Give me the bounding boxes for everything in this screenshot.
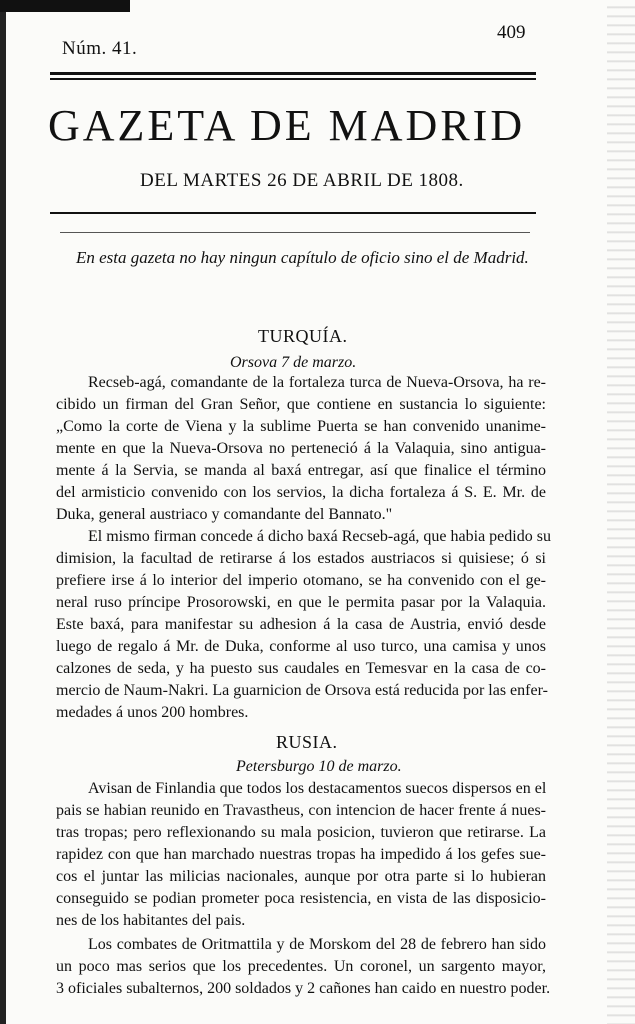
text-line: medades á unos 200 hombres. — [56, 704, 249, 721]
dateline-orsova: Orsova 7 de marzo. — [230, 354, 357, 371]
text-line: El mismo firman concede á dicho baxá Recseb-agá, que habia pedido su — [88, 528, 551, 545]
text-line: Este baxá, para manifestar su adhesion á la casa de Austria, envió desde — [56, 616, 546, 633]
text-line: mercio de Naum-Nakri. La guarnicion de Orsova está reducida por las enfer- — [56, 682, 548, 699]
text-line: mente á la Servia, se manda al baxá entregar, así que finalice el término — [56, 462, 546, 479]
header-rule-bottom — [50, 78, 536, 80]
header-rule-top — [50, 72, 536, 75]
text-line: rapidez con que han marchado nuestras tropas ha impedido á los gefes sue- — [56, 846, 546, 863]
masthead-title: GAZETA DE MADRID — [48, 101, 526, 150]
dateline-petersburgo: Petersburgo 10 de marzo. — [236, 758, 402, 775]
text-line: neral ruso príncipe Prosorowski, en que le permita pasar por la Valaquia. — [56, 594, 546, 611]
scan-top-smudge — [0, 0, 130, 12]
section-heading-rusia: RUSIA. — [276, 732, 338, 752]
masthead-date: DEL MARTES 26 DE ABRIL DE 1808. — [140, 170, 464, 191]
page-number: 409 — [497, 22, 526, 43]
text-line: nes de los habitantes del pais. — [56, 912, 246, 929]
notice-text: En esta gazeta no hay ningun capítulo de oficio sino el de Madrid. — [76, 248, 529, 267]
masthead-rule — [50, 212, 536, 214]
text-line: del armisticio convenido con los servios, la dicha fortaleza á S. E. Mr. de — [56, 484, 546, 501]
scan-left-edge — [0, 0, 6, 1024]
text-line: 3 oficiales subalternos, 200 soldados y 2 cañones han caido en nuestro poder. — [56, 980, 551, 997]
text-line: un poco mas serios que los precedentes. Un coronel, un sargento mayor, — [56, 958, 546, 975]
text-line: conseguido se podian prometer poca resistencia, en vista de las disposicio- — [56, 890, 546, 907]
text-line: cos el juntar las milicias nacionales, aunque por otra parte si lo hubieran — [56, 868, 546, 885]
section-heading-turquia: TURQUÍA. — [258, 326, 348, 346]
text-line: „Como la corte de Viena y la sublime Puerta se han convenido unanime- — [56, 418, 546, 435]
text-line: pais se habian reunido en Travastheus, con intencion de hacer frente á nues- — [56, 802, 546, 819]
text-line: Recseb-agá, comandante de la fortaleza turca de Nueva-Orsova, ha re- — [88, 374, 546, 391]
text-line: Avisan de Finlandia que todos los destacamentos suecos dispersos en el — [88, 780, 547, 797]
text-line: prefiere irse á lo interior del imperio otomano, se ha convenido con el ge- — [56, 572, 546, 589]
text-line: mente en que la Nueva-Orsova no perteneció á la Valaquia, sino antigua- — [56, 440, 546, 457]
text-line: cibido un firman del Gran Señor, que contiene en sustancia lo siguiente: — [56, 396, 546, 413]
notice-rule — [60, 232, 530, 233]
text-line: calzones de seda, y ha puesto sus caudales en Temesvar en la casa de co- — [56, 660, 546, 677]
text-line: Los combates de Oritmattila y de Morskom del 28 de febrero han sido — [88, 936, 546, 953]
issue-number: Núm. 41. — [62, 38, 138, 59]
scan-right-edge — [607, 0, 635, 1024]
text-line: luego de regalo á Mr. de Duka, conforme al uso turco, una camisa y unos — [56, 638, 546, 655]
text-line: Duka, general austriaco y comandante del Bannato." — [56, 506, 393, 523]
text-line: tras tropas; pero reflexionando su mala posicion, tuvieron que retirarse. La — [56, 824, 546, 841]
text-line: dimision, la facultad de retirarse á los estados austriacos si quisiese; ó si — [56, 550, 546, 567]
